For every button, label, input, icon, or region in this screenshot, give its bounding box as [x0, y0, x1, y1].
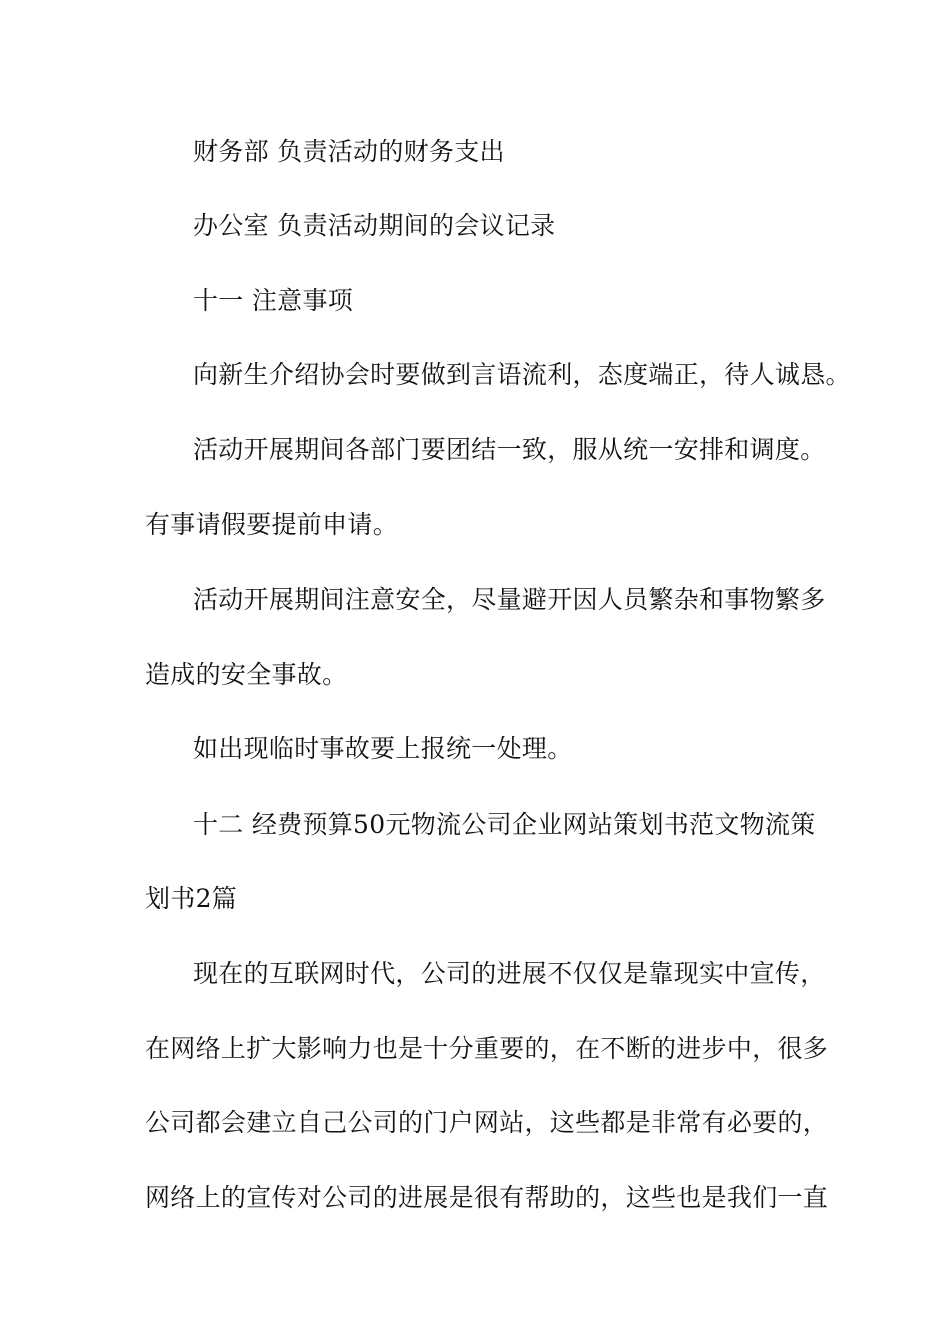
text-line-unity: 活动开展期间各部门要团结一致，服从统一安排和调度。 — [193, 435, 826, 464]
text-line-leave: 有事请假要提前申请。 — [145, 510, 399, 539]
text-line-safety: 活动开展期间注意安全，尽量避开因人员繁杂和事物繁多 — [193, 585, 826, 614]
text-line-finance-dept: 财务部 负责活动的财务支出 — [193, 137, 505, 166]
section-heading-budget: 十二 经费预算50元物流公司企业网站策划书范文物流策 — [193, 810, 816, 839]
text-line-portal: 公司都会建立自己公司的门户网站，这些都是非常有必要的， — [145, 1108, 829, 1137]
text-line-influence: 在网络上扩大影响力也是十分重要的，在不断的进步中，很多 — [145, 1034, 829, 1063]
text-line-promotion: 网络上的宣传对公司的进展是很有帮助的，这些也是我们一直 — [145, 1183, 829, 1212]
text-line-budget-cont: 划书2篇 — [145, 884, 238, 913]
text-line-internet-era: 现在的互联网时代，公司的进展不仅仅是靠现实中宣传， — [193, 959, 826, 988]
text-line-safety-cont: 造成的安全事故。 — [145, 660, 348, 689]
text-line-office: 办公室 负责活动期间的会议记录 — [193, 211, 556, 240]
text-line-introduce: 向新生介绍协会时要做到言语流利，态度端正，待人诚恳。 — [193, 360, 851, 389]
section-heading-notes: 十一 注意事项 — [193, 286, 354, 315]
text-line-accident: 如出现临时事故要上报统一处理。 — [193, 734, 573, 763]
